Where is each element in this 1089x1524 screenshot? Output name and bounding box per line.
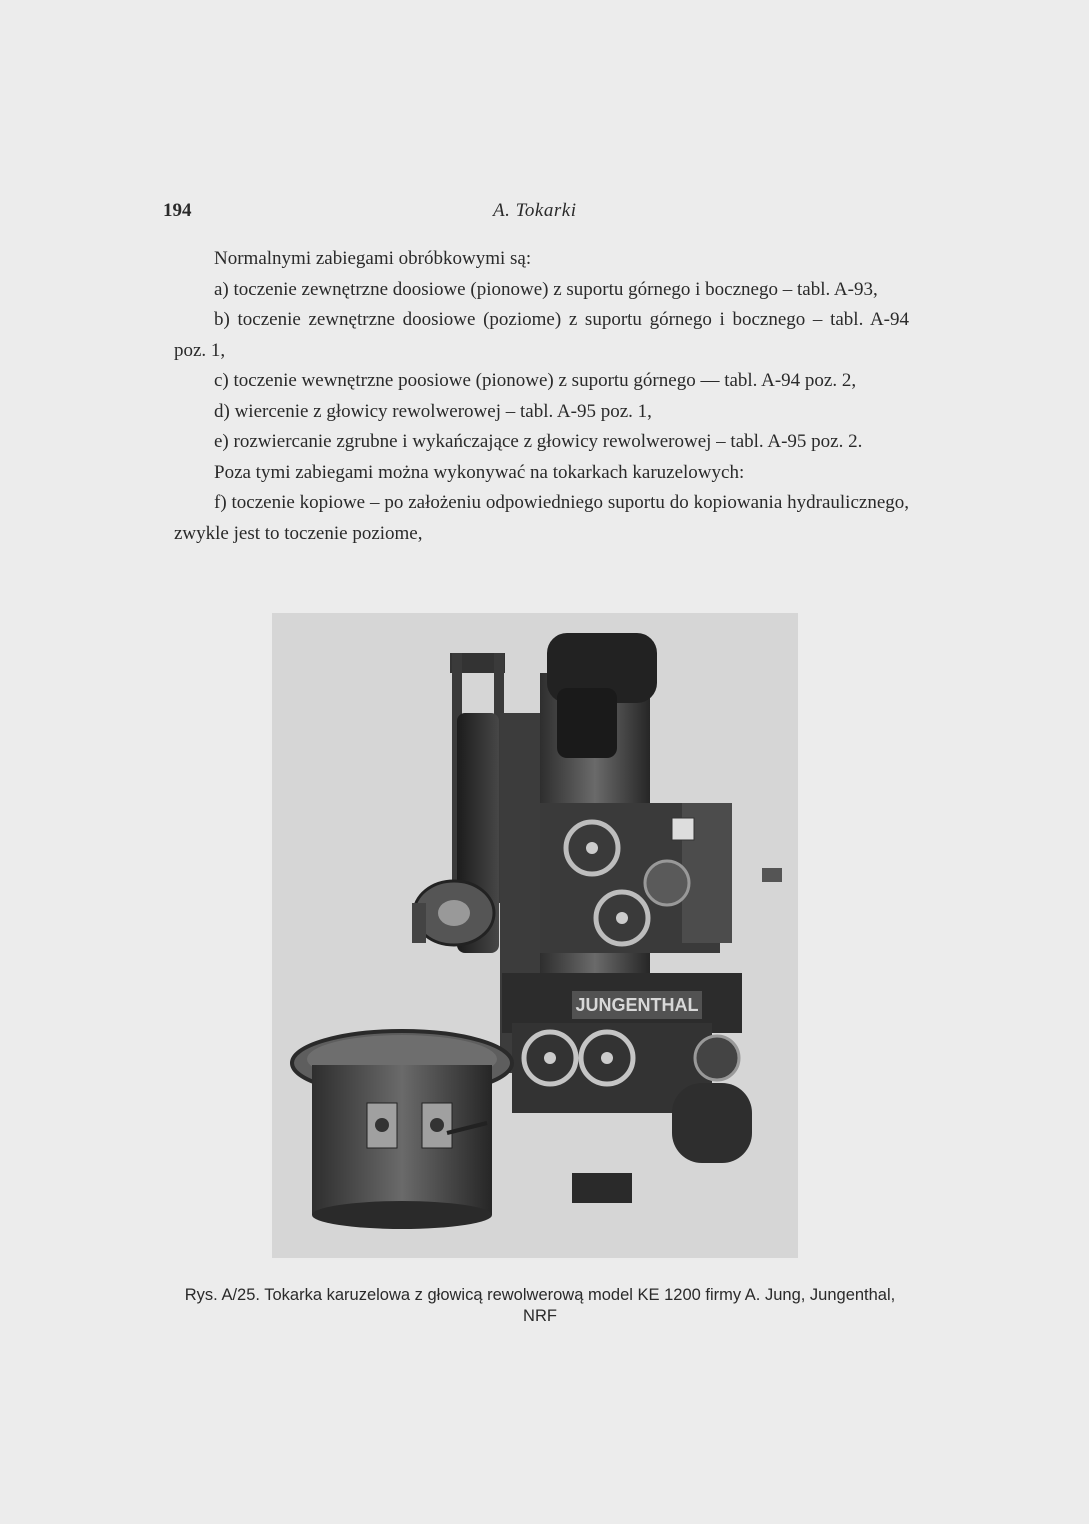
drive-motor xyxy=(672,1083,752,1163)
list-item-b: b) toczenie zewnętrzne doosiowe (poziome) z suportu górnego i bocznego – tabl. A-94 poz. 1, xyxy=(174,309,909,361)
running-head: A. Tokarki xyxy=(493,200,577,221)
list-item-f: f) toczenie kopiowe – po założeniu odpowiedniego suportu do kopiowania hydraulicznego, zwykle jest to toczenie poziome, xyxy=(174,492,909,544)
table-base xyxy=(312,1065,492,1215)
list-item-c: c) toczenie wewnętrzne poosiowe (pionowe) z suportu górnego — tabl. A-94 poz. 2, xyxy=(214,370,857,391)
list-item-e: e) rozwiercanie zgrubne i wykańczające z głowicy rewolwerowej – tabl. A-95 poz. 2. xyxy=(214,431,863,452)
list-item-d: d) wiercenie z głowicy rewolwerowej – tabl. A-95 poz. 1, xyxy=(214,400,652,422)
figure-caption: Rys. A/25. Tokarka karuzelowa z głowicą rewolwerową model KE 1200 firmy A. Jung, Jungenthal, NRF xyxy=(184,1286,896,1325)
extra-operations-paragraph: Poza tymi zabiegami można wykonywać na tokarkach karuzelowych: xyxy=(214,461,745,483)
body-text xyxy=(174,244,909,549)
lathe-photo xyxy=(272,613,798,1258)
page-number: 194 xyxy=(163,200,192,221)
list-item-a: a) toczenie zewnętrzne doosiowe (pionowe) z suportu górnego i bocznego – tabl. A-93, xyxy=(214,278,878,300)
lathe-illustration xyxy=(272,613,798,1258)
intro-paragraph: Normalnymi zabiegami obróbkowymi są: xyxy=(214,248,532,269)
nameplate: JUNGENTHAL xyxy=(575,995,699,1015)
